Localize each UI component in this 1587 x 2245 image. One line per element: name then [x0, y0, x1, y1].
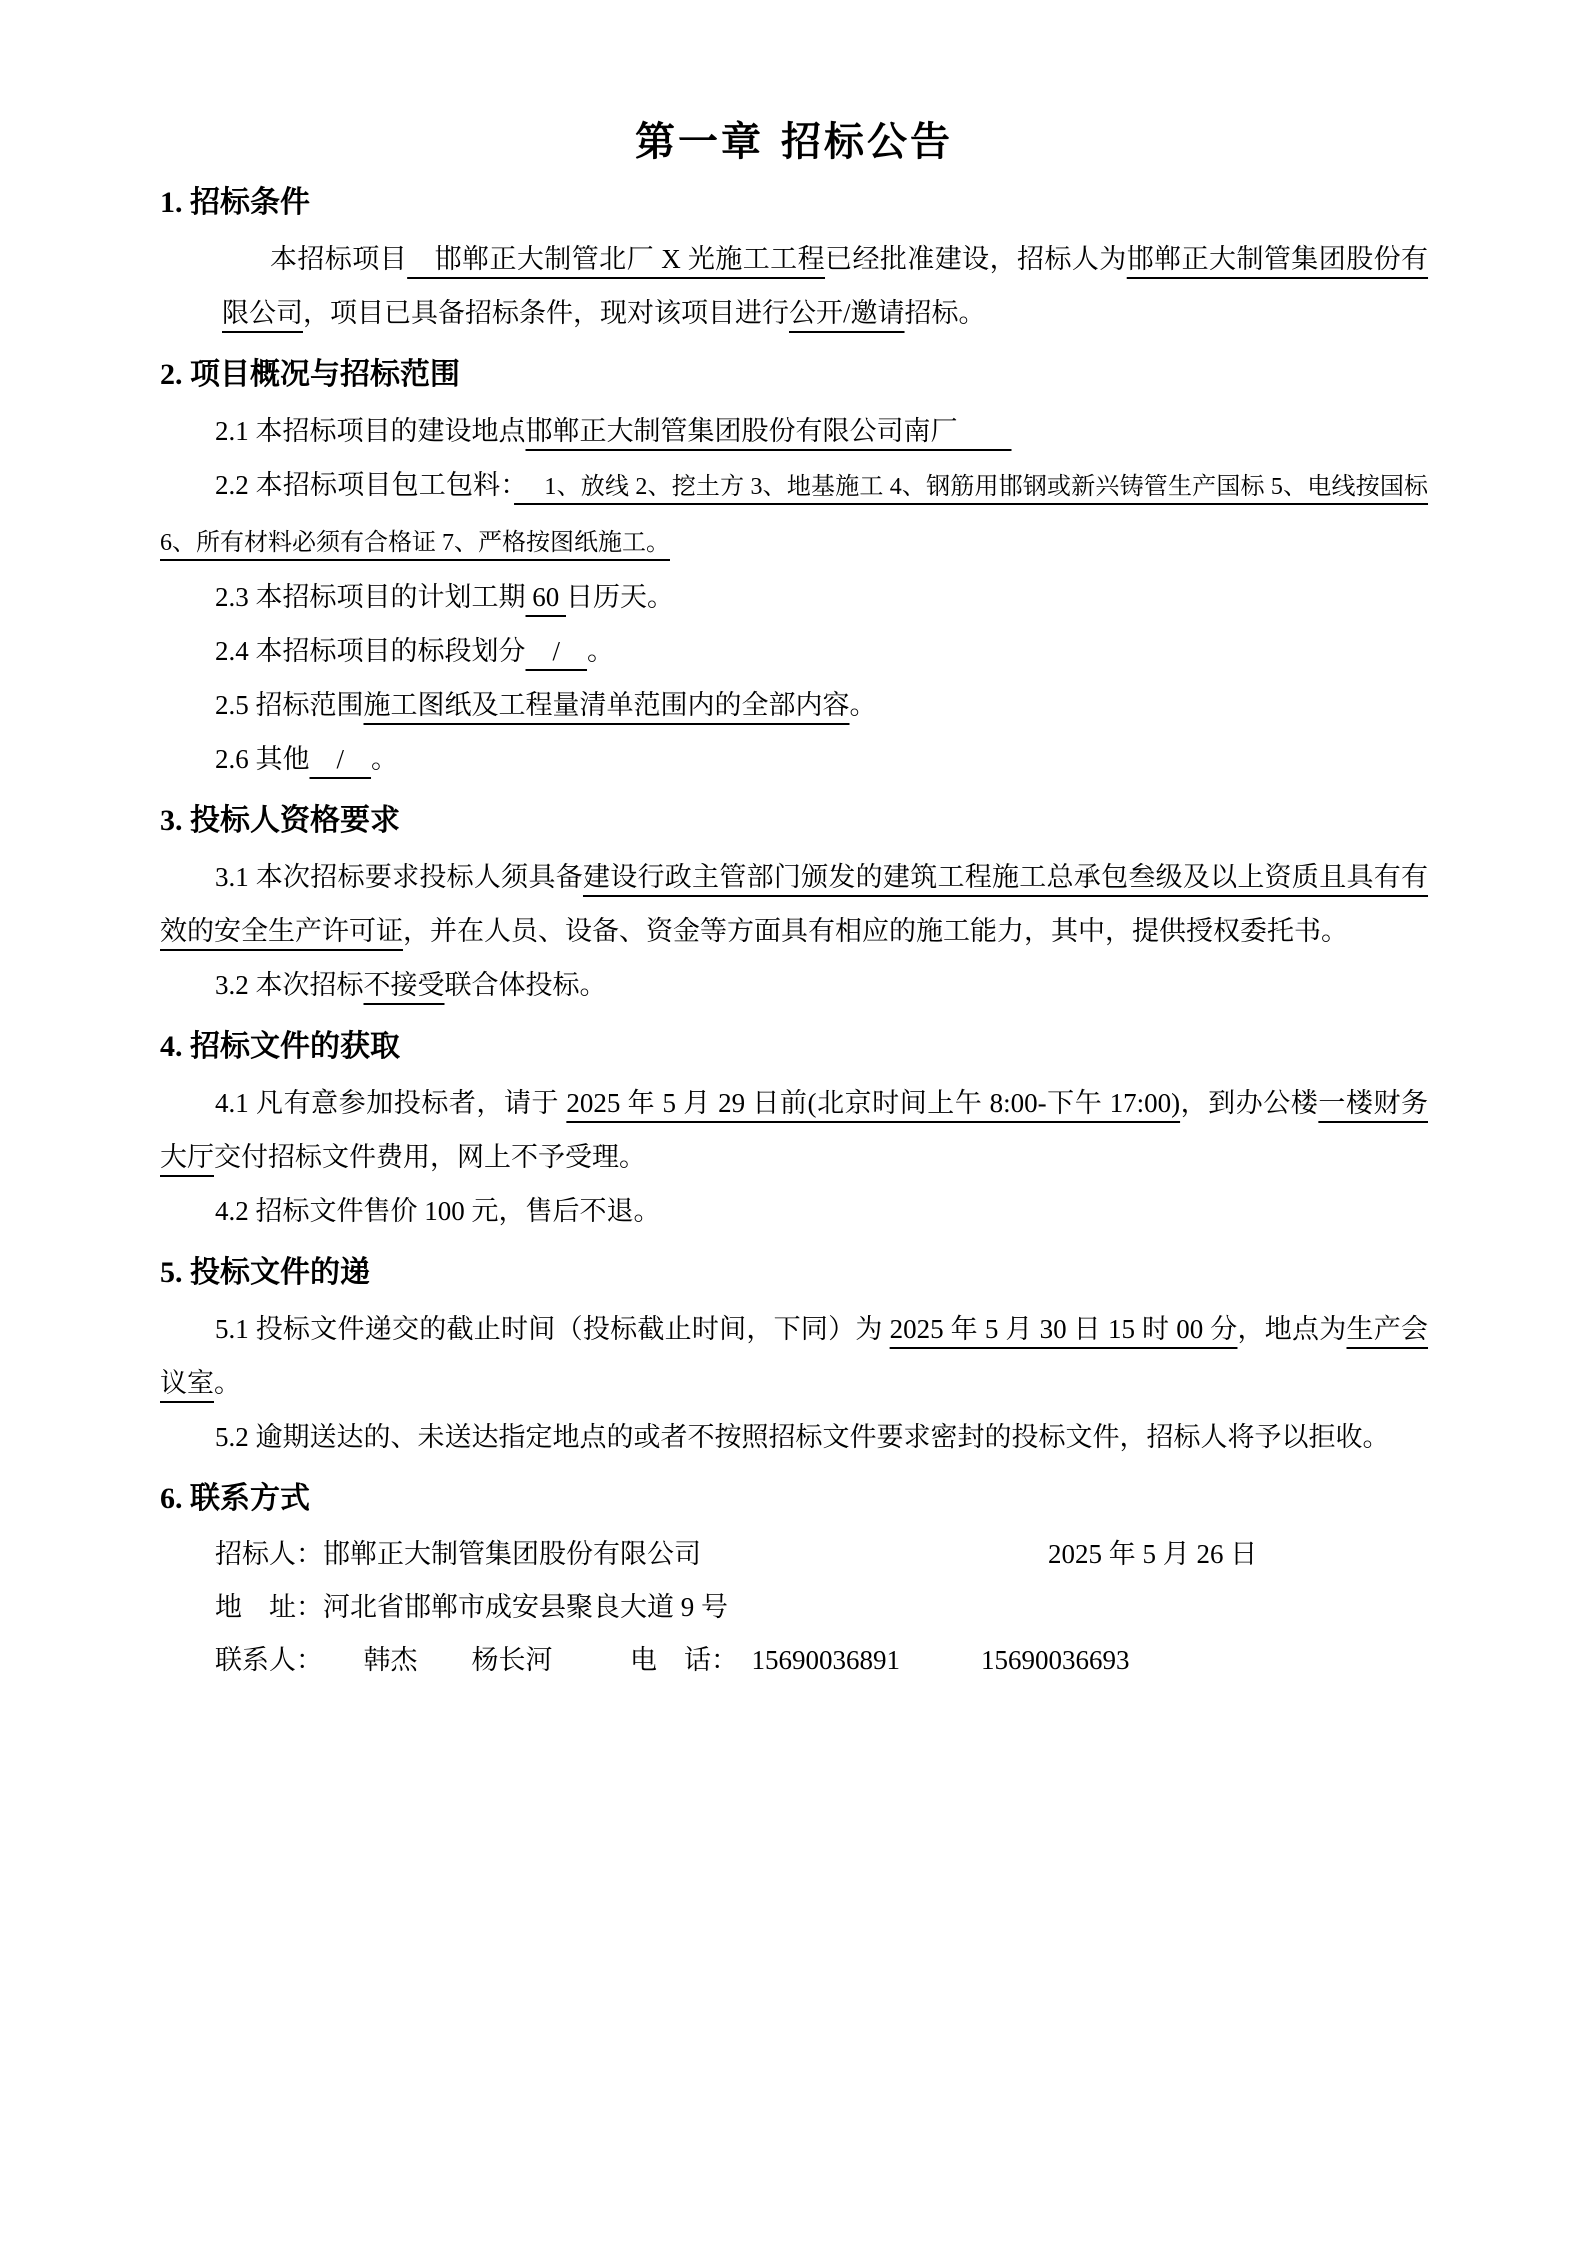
text-segment: 邯郸正大制管北厂 X 光施工工程: [407, 244, 826, 274]
para-5-2: [160, 1410, 1428, 1464]
para-2-1: [160, 404, 1428, 458]
para-2-5: [160, 678, 1428, 732]
text-segment: 建设行政主管部门颁发的建筑工程施工总承包叁级及以上资质且具有有效的安全生产许可证: [160, 862, 1429, 946]
text-segment: 1、放线 2、挖土方 3、地基施工 4、钢筋用邯钢或新兴铸管生产国标 5、电线按国标 6、所有材料必须有合格证 7、严格按图纸施工。: [160, 474, 1429, 556]
para-1-1: [222, 232, 1428, 340]
text-segment: 。: [587, 636, 615, 666]
para-2-6: [160, 732, 1428, 786]
text-segment: 。: [214, 1368, 241, 1398]
section-heading-5: 5. 投标文件的递: [160, 1256, 370, 1289]
contact-phones: 电 话： 15690036891 15690036693: [630, 1645, 1130, 1675]
text-segment: 。: [849, 690, 877, 720]
text-segment: 日历天。: [566, 582, 674, 612]
text-segment: 2025 年 5 月 29 日前(北京时间上午 8:00-下午 17:00): [566, 1088, 1181, 1118]
document-title: 第一章 招标公告: [635, 119, 953, 165]
section-heading-4: 4. 招标文件的获取: [160, 1030, 400, 1063]
section-heading-6: 6. 联系方式: [160, 1482, 310, 1515]
text-segment: 已经批准建设，招标人为: [825, 244, 1127, 274]
section-4-document-acquisition: [160, 1024, 1428, 1238]
text-segment: 2.4 本招标项目的标段划分: [215, 636, 526, 666]
text-segment: /: [309, 744, 372, 774]
text-segment: 本招标项目: [270, 244, 408, 274]
text-segment: 邯郸正大制管集团股份有限公司南厂: [525, 416, 1012, 446]
para-4-1: [160, 1076, 1428, 1184]
address-text: 地 址：河北省邯郸市成安县聚良大道 9 号: [215, 1592, 728, 1622]
para-4-2: [160, 1184, 1428, 1238]
text-segment: 交付招标文件费用，网上不予受理。: [214, 1142, 646, 1172]
text-segment: 2.5 招标范围: [215, 690, 364, 720]
text-segment: ，到办公楼: [1180, 1088, 1319, 1118]
text-segment: 60: [525, 582, 566, 612]
text-segment: 联合体投标。: [444, 970, 607, 1000]
para-2-4: [160, 624, 1428, 678]
text-segment: /: [525, 636, 588, 666]
text-segment: 不接受: [363, 970, 445, 1000]
text-segment: 2.1 本招标项目的建设地点: [215, 416, 526, 446]
text-segment: 2.3 本招标项目的计划工期: [215, 582, 526, 612]
text-segment: 。: [371, 744, 399, 774]
para-2-3: [160, 570, 1428, 624]
text-segment: 4.2 招标文件售价 100 元，售后不退。: [215, 1196, 661, 1226]
text-segment: ，地点为: [1237, 1314, 1347, 1344]
para-5-1: [160, 1302, 1428, 1410]
section-heading-2: 2. 项目概况与招标范围: [160, 358, 460, 391]
section-heading-3: 3. 投标人资格要求: [160, 804, 400, 837]
section-6-contact-info: [160, 1476, 1428, 1687]
contact-persons-line: [160, 1634, 1428, 1687]
section-heading-1: 1. 招标条件: [160, 186, 310, 219]
tenderer-line: [160, 1528, 1428, 1581]
announcement-date: 2025 年 5 月 26 日: [1048, 1539, 1258, 1569]
section-5-bid-submission: [160, 1250, 1428, 1464]
text-segment: 公开/邀请: [789, 298, 905, 328]
para-3-2: [160, 958, 1428, 1012]
text-segment: 4.1 凡有意参加投标者，请于: [215, 1088, 567, 1118]
text-segment: 2025 年 5 月 30 日 15 时 00 分: [889, 1314, 1238, 1344]
text-segment: 施工图纸及工程量清单范围内的全部内容: [363, 690, 850, 720]
text-segment: ，项目已具备招标条件，现对该项目进行: [303, 298, 789, 328]
tenderer-name: 招标人：邯郸正大制管集团股份有限公司: [215, 1539, 701, 1569]
contact-block: [160, 1528, 1428, 1687]
text-segment: ，并在人员、设备、资金等方面具有相应的施工能力，其中，提供授权委托书。: [403, 916, 1348, 946]
text-segment: 邯郸正大制管集团股份有限公司: [222, 244, 1429, 328]
text-segment: 生产会议室: [160, 1314, 1429, 1398]
section-1-tender-conditions: [160, 180, 1428, 340]
para-3-1: [160, 850, 1428, 958]
section-2-project-overview: [160, 352, 1428, 786]
text-segment: 3.2 本次招标: [215, 970, 364, 1000]
text-segment: 3.1 本次招标要求投标人须具备: [215, 862, 583, 892]
section-3-bidder-qualifications: [160, 798, 1428, 1012]
text-segment: 2.6 其他: [215, 744, 310, 774]
contact-persons: 联系人： 韩杰 杨长河: [215, 1645, 553, 1675]
text-segment: 5.1 投标文件递交的截止时间（投标截止时间，下同）为: [215, 1314, 890, 1344]
text-segment: 2.2 本招标项目包工包料：: [215, 470, 515, 500]
text-segment: 招标。: [904, 298, 986, 328]
text-segment: 5.2 逾期送达的、未送达指定地点的或者不按照招标文件要求密封的投标文件，招标人将予以拒收。: [215, 1422, 1390, 1452]
text-segment: 一楼财务大厅: [160, 1088, 1428, 1172]
para-2-2: [160, 458, 1428, 570]
address-line: [160, 1581, 1428, 1634]
